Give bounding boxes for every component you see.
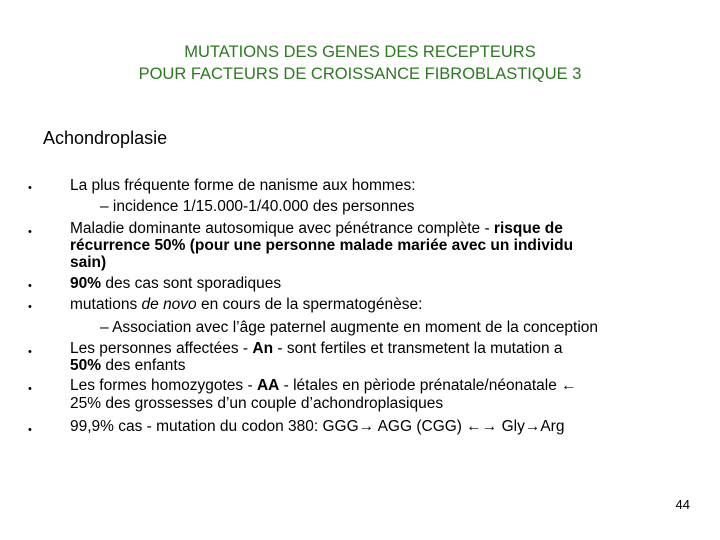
bullet-2-bold-3: sain) (70, 254, 107, 271)
bullet-2-line-2 (70, 237, 573, 255)
bullet-2-part-1: Maladie dominante autosomique avec pénétrance complète - (70, 220, 494, 237)
bullet-icon: • (28, 280, 32, 292)
bullet-7-text: 99,9% cas - mutation du codon 380: GGG→ AGG (CGG) ←→ Gly→Arg (70, 418, 565, 435)
bullet-4-italic: de novo (141, 296, 197, 313)
bullet-2-bold-2: récurrence 50% (pour une personne malade mariée avec un individu (70, 237, 574, 254)
bullet-icon: • (28, 226, 32, 238)
bullet-4-text (70, 296, 422, 314)
bullet-3-rest: des cas sont sporadiques (101, 275, 282, 292)
bullet-6-part-1: Les formes homozygotes - (70, 377, 257, 394)
bullet-4-part-1: mutations (70, 296, 142, 313)
bullet-2-line-1 (70, 220, 563, 238)
bullet-5-part-2: - sont fertiles et transmetent la mutation a (273, 340, 563, 357)
bullet-icon: • (28, 346, 32, 358)
bullet-6-line-2: 25% des grossesses d’un couple d’achondroplasiques (70, 395, 444, 412)
bullet-1-subitem: – incidence 1/15.000-1/40.000 des personnes (100, 198, 415, 215)
bullet-icon: • (28, 383, 32, 395)
bullet-5-part-1: Les personnes affectées - (70, 340, 253, 357)
bullet-icon: • (28, 301, 32, 313)
title-line-1: MUTATIONS DES GENES DES RECEPTEURS (184, 43, 536, 61)
bullet-icon: • (28, 424, 32, 436)
bullet-6-bold-1: AA (256, 377, 280, 394)
bullet-3-bold: 90% (70, 275, 102, 292)
bullet-4-part-2: en cours de la spermatogénèse: (196, 296, 423, 313)
page-number: 44 (675, 497, 690, 512)
bullet-2-line-3 (70, 254, 106, 272)
bullet-6-part-2: - létales en pèriode prénatale/néonatale ← (279, 377, 577, 394)
bullet-icon: • (28, 182, 32, 194)
bullet-2-bold-1: risque de (493, 220, 563, 237)
bullet-5-line-1 (70, 340, 563, 358)
bullet-5-bold-1: An (252, 340, 274, 357)
bullet-5-bold-2: 50% (70, 357, 102, 374)
bullet-5-part-3: des enfants (101, 357, 186, 374)
bullet-1-text: La plus fréquente forme de nanisme aux hommes: (70, 177, 416, 194)
bullet-4-subitem: – Association avec l’âge paternel augmente en moment de la conception (100, 319, 599, 336)
bullet-6-line-1 (70, 377, 577, 395)
bullet-3-text (70, 275, 281, 293)
section-heading: Achondroplasie (43, 128, 168, 148)
bullet-5-line-2 (70, 357, 185, 375)
title-line-2: POUR FACTEURS DE CROISSANCE FIBROBLASTIQUE 3 (138, 65, 582, 83)
